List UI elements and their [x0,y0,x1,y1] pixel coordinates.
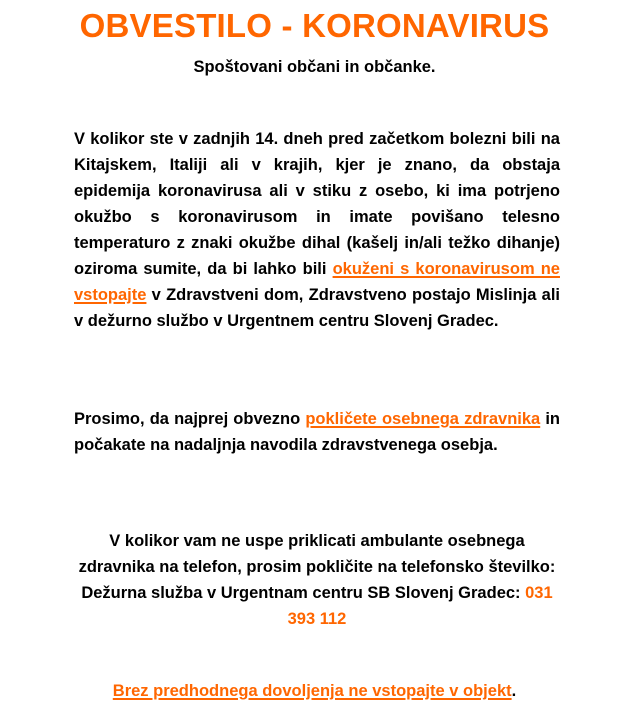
paragraph-text: Prosimo, da najprej obvezno [74,410,306,428]
footer-period: . [511,682,517,700]
do-not-enter-link[interactable]: okuženi s koronavirusom ne vstopajte [74,260,560,304]
paragraph-call-doctor [74,406,560,458]
phone-number: 031 393 112 [287,584,553,628]
paragraph-travel-warning [74,126,560,334]
paragraph-text: V kolikor vam ne uspe priklicati ambulante osebnega zdravnika na telefon, prosim pokličite na telefonsko številko: Dežurna služba v Urgentnam centru SB Slovenj Gradec: [78,532,556,602]
paragraph-emergency-contact [74,528,560,632]
footer-notice [0,680,629,702]
greeting-line: Spoštovani občani in občanke. [193,58,436,76]
paragraph-text: V kolikor ste v zadnjih 14. dneh pred začetkom bolezni bili na Kitajskem, Italiji ali v krajih, kjer je znano, da obstaja epidemija koronavirusa ali v stiku z osebo, ki ima potrjeno okužbo s koronavirusom in imate povišano telesno temperaturo z znaki okužbe dihal (kašelj in/ali težko dihanje) oziroma sumite, da bi lahko bili [74,130,560,278]
no-entry-link[interactable]: Brez predhodnega dovoljenja ne vstopajte v objekt [112,682,512,700]
paragraph-text: v Zdravstveni dom, Zdravstveno postajo Mislinja ali v dežurno službo v Urgentnem centru Slovenj Gradec. [74,286,560,330]
call-doctor-link[interactable]: pokličete osebnega zdravnika [305,410,541,428]
paragraph-text: in počakate na nadaljnja navodila zdravstvenega osebja. [74,410,560,454]
page-title: OBVESTILO - KORONAVIRUS [79,7,550,44]
